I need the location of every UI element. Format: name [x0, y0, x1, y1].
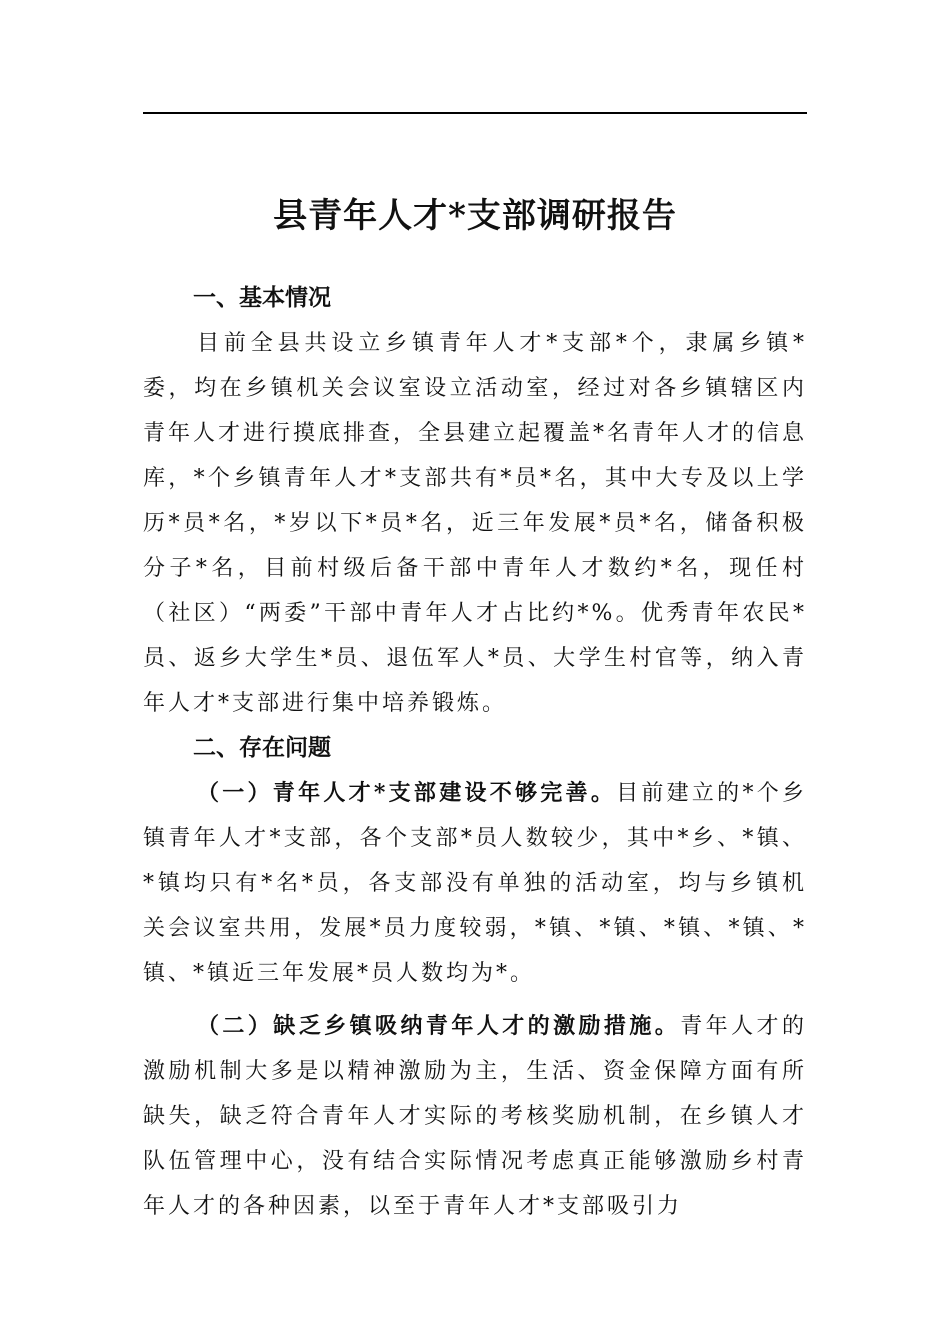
- paragraph-basic-situation: [143, 321, 807, 726]
- paragraph-text: 目前全县共设立乡镇青年人才*支部*个，隶属乡镇*委，均在乡镇机关会议室设立活动室，经过对各乡镇辖区内青年人才进行摸底排查，全县建立起覆盖*名青年人才的信息库，*个乡镇青年人才*支部共有*员*名，其中大专及以上学历*员*名，*岁以下*员*名，近三年发展*员*名，储备积极分子*名，目前村级后备干部中青年人才数约*名，现任村（社区）“两委”干部中青年人才占比约*%。优秀青年农民*员、返乡大学生*员、退伍军人*员、大学生村官等，纳入青年人才*支部进行集中培养锻炼。: [143, 331, 808, 716]
- paragraph-text: 目前建立的*个乡镇青年人才*支部，各个支部*员人数较少，其中*乡、*镇、*镇均只有*名*员，各支部没有单独的活动室，均与乡镇机关会议室共用，发展*员力度较弱，*镇、*镇、*镇、*镇、*镇、*镇近三年发展*员人数均为*。: [143, 781, 807, 986]
- paragraph-lead: （一）青年人才*支部建设不够完善。: [197, 780, 617, 806]
- paragraph-lead: （二）缺乏乡镇吸纳青年人才的激励措施。: [197, 1013, 681, 1039]
- section-heading-existing-problems: 二、存在问题: [193, 735, 331, 761]
- page-title: 县青年人才*支部调研报告: [273, 195, 677, 236]
- header-rule: [143, 112, 807, 114]
- paragraph-text: 青年人才的激励机制大多是以精神激励为主，生活、资金保障方面有所缺失，缺乏符合青年人才实际的考核奖励机制，在乡镇人才队伍管理中心，没有结合实际情况考虑真正能够激励乡村青年人才的各种因素，以至于青年人才*支部吸引力: [143, 1014, 807, 1219]
- section-heading-basic-situation: 一、基本情况: [193, 285, 331, 311]
- paragraph-problem-1: [143, 771, 807, 996]
- paragraph-problem-2: [143, 1004, 807, 1229]
- document-body: [143, 276, 807, 1229]
